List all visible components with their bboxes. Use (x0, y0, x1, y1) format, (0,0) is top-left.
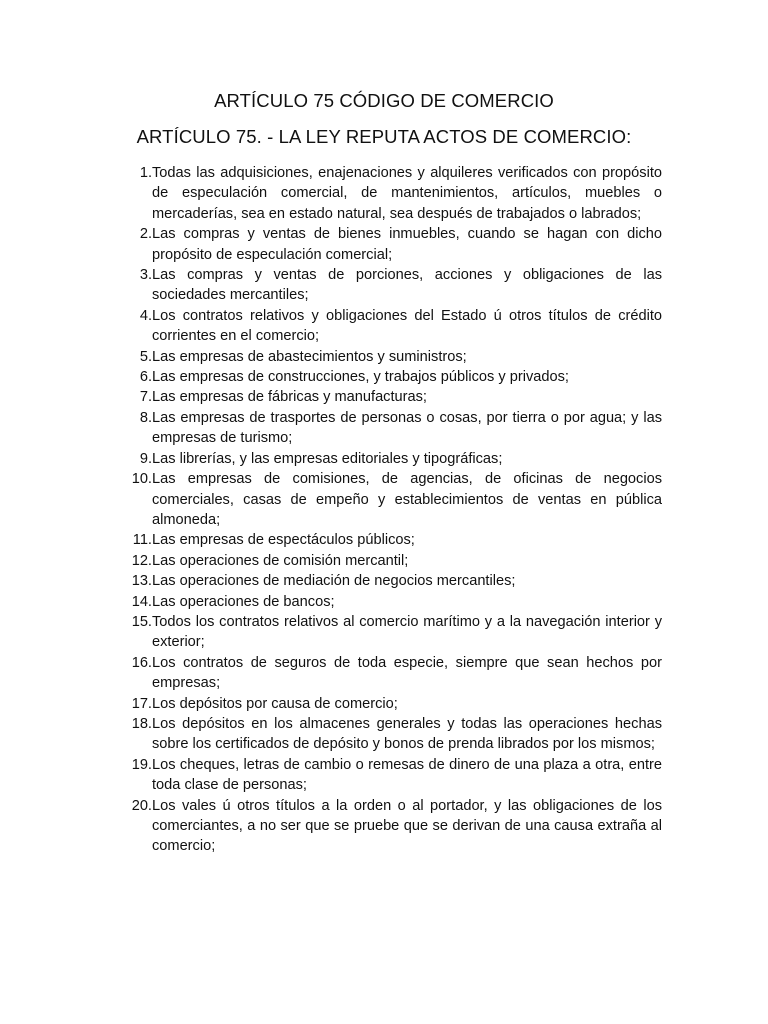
item-number: 6. (139, 369, 152, 386)
list-item (124, 163, 662, 224)
list-item (124, 408, 662, 449)
list-item (124, 469, 662, 530)
list-item (124, 347, 662, 367)
item-text: Las empresas de espectáculos públicos; (152, 532, 415, 549)
item-text: Las empresas de fábricas y manufacturas; (152, 389, 427, 406)
item-text: Las empresas de construcciones, y trabajos públicos y privados; (152, 369, 569, 386)
item-text: Los vales ú otros títulos a la orden o al portador, y las obligaciones de los comerciantes, a no ser que se pruebe que se derivan de una causa extraña al comercio; (152, 797, 662, 855)
item-text: Las compras y ventas de bienes inmuebles, cuando se hagan con dicho propósito de especulación comercial; (152, 226, 662, 263)
list-item (124, 571, 662, 591)
item-number: 15. (131, 613, 152, 630)
list-item (124, 714, 662, 755)
item-number: 10. (131, 471, 152, 488)
item-text: Los depósitos por causa de comercio; (152, 695, 398, 712)
articles-list (124, 163, 662, 857)
item-number: 16. (131, 654, 152, 671)
item-number: 7. (139, 389, 152, 406)
item-number: 9. (139, 450, 152, 467)
list-item (124, 224, 662, 265)
list-item (124, 653, 662, 694)
list-item (124, 367, 662, 387)
item-text: Las operaciones de comisión mercantil; (152, 552, 409, 569)
item-number: 3. (139, 267, 152, 284)
item-number: 2. (139, 226, 152, 243)
list-item (124, 530, 662, 550)
item-number: 14. (131, 593, 152, 610)
list-item (124, 796, 662, 857)
item-number: 8. (139, 409, 152, 426)
item-text: Todos los contratos relativos al comercio marítimo y a la navegación interior y exterior; (152, 613, 662, 651)
item-number: 19. (131, 756, 152, 773)
page-title: ARTÍCULO 75 CÓDIGO DE COMERCIO (214, 90, 554, 111)
item-text: Todas las adquisiciones, enajenaciones y alquileres verificados con propósito de especulación comercial, de mantenimientos, artículos, muebles o mercaderías, sea en estado natural, sea después de trabajados o labrados; (152, 165, 662, 222)
item-text: Los contratos de seguros de toda especie, siempre que sean hechos por empresas; (152, 654, 662, 692)
list-item (124, 387, 662, 407)
item-number: 20. (131, 797, 152, 814)
item-number: 17. (131, 695, 152, 712)
list-item (124, 755, 662, 796)
item-number: 1. (139, 165, 152, 181)
item-text: Las operaciones de bancos; (152, 593, 335, 610)
item-text: Los depósitos en los almacenes generales y todas las operaciones hechas sobre los certificados de depósito y bonos de prenda librados por los mismos; (152, 715, 662, 753)
item-text: Los contratos relativos y obligaciones del Estado ú otros títulos de crédito corrientes en el comercio; (152, 307, 662, 345)
item-number: 11. (132, 532, 152, 549)
list-item (124, 306, 662, 347)
item-text: Los cheques, letras de cambio o remesas de dinero de una plaza a otra, entre toda clase de personas; (152, 756, 662, 794)
list-item (124, 612, 662, 653)
item-number: 5. (139, 348, 152, 365)
item-text: Las operaciones de mediación de negocios mercantiles; (152, 573, 516, 590)
item-number: 18. (131, 715, 152, 732)
item-number: 13. (131, 573, 152, 590)
list-item (124, 449, 662, 469)
item-text: Las empresas de abastecimientos y suministros; (152, 348, 467, 365)
list-item (124, 265, 662, 306)
item-text: Las librerías, y las empresas editoriales y tipográficas; (152, 450, 503, 467)
list-item (124, 551, 662, 571)
item-text: Las compras y ventas de porciones, acciones y obligaciones de las sociedades mercantiles; (152, 267, 662, 304)
list-item (124, 694, 662, 714)
item-text: Las empresas de trasportes de personas o cosas, por tierra o por agua; y las empresas de turismo; (152, 409, 662, 447)
item-text: Las empresas de comisiones, de agencias, de oficinas de negocios comerciales, casas de empeño y establecimientos de ventas en pública almoneda; (152, 471, 662, 528)
page-subtitle: ARTÍCULO 75. - LA LEY REPUTA ACTOS DE COMERCIO: (136, 126, 632, 147)
item-number: 4. (139, 307, 152, 324)
item-number: 12. (131, 552, 152, 569)
list-item (124, 592, 662, 612)
